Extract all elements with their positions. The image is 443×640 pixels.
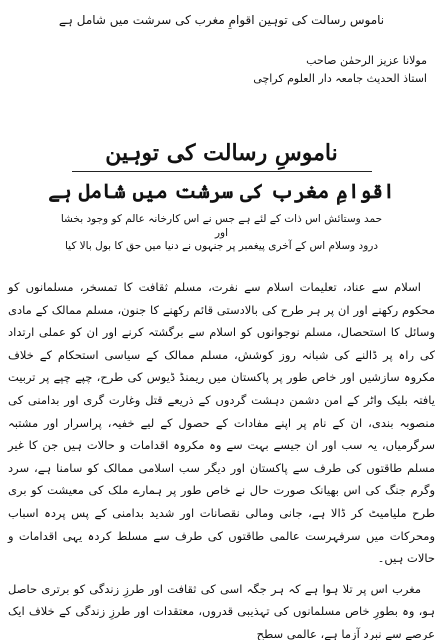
invocation-conjunction: اور	[214, 227, 229, 239]
title-divider	[72, 171, 372, 172]
article-title: ناموسِ رسالت کی توہین	[105, 140, 338, 166]
body-paragraph-1: اسلام سے عناد، تعلیمات اسلام سے نفرت، مسلم ثقافت کا تمسخر، مسلمانوں کو محکوم رکھنے اور ان پر ہر طرح کی بالادستی قائم رکھنے کا جنون، مسلم ممالک کے مادی وسائل کا استحصال، مسلم نوجوانوں کو اسلام سے برگشتہ کرنے اور ان کو عملی ارتداد کی راہ پر ڈالنے کی شبانہ روز کوشش، مسلم ممالک کے سیاسی استحکام کے خلاف مکروہ سازشیں اور خاص طور پر پاکستان میں ریمنڈ ڈیوس کی طرح، چپے چپے پر تربیت یافتہ بلیک واٹر کے امن دشمن دہشت گردوں کے ذریعے قتل وغارت گری اور بدامنی کی منصوبہ بندی، ان کے نام پر اپنے مفادات کے حصول کے لیے خفیہ، پراسرار اور مشتبہ سرگرمیاں، یہ سب اور ان جیسے بہت سے وہ مکروہ اقدامات و حالات ہیں جن کا غیر مسلم طاقتوں کی طرف سے پاکستان اور دیگر سب اسلامی ممالک کو سامنا ہے، سرد وگرم جنگ کی اس بھیانک صورت حال نے خاص طور پر ہمارے ملک کی معیشت کو بری طرح ملیامیٹ کر ڈالا ہے، جانی ومالی نقصانات اور شدید بدامنی کے پس پردہ اسباب ومحرکات میں سرفہرست عالمی طاقتوں کی طرف سے مسلط کردہ یہی اقدامات و حالات ہیں۔	[8, 280, 435, 566]
author-block	[8, 52, 435, 88]
author-name: مولانا عزیز الرحمٰن صاحب	[306, 54, 427, 67]
invocation-line-2: درود وسلام اس کے آخری پیغمبر پر جنہوں نے دنیا میں حق کا بول بالا کیا	[64, 240, 379, 252]
article-subtitle: اقوامِ مغرب کی سرشت میں شامل ہے	[48, 179, 395, 203]
body-paragraph-2: مغرب اس پر تلا ہوا ہے کہ ہر جگہ اسی کی ثقافت اور طرزِ زندگی کو برتری حاصل ہو، وہ بطورِ خاص مسلمانوں کی تہذیبی قدروں، معتقدات اور طرزِ زندگی کے خلاف ایک عرصے سے نبرد آزما ہے، عالمی سطح	[8, 581, 435, 640]
invocation-line-1: حمد وستائش اس ذات کے لئے ہے جس نے اس کارخانہ عالم کو وجود بخشا	[60, 213, 383, 225]
article-title-block	[8, 138, 435, 206]
author-position: استاذ الحدیث جامعہ دار العلوم کراچی	[253, 72, 427, 85]
article-body	[8, 276, 435, 640]
invocation-block	[8, 212, 435, 254]
running-header: ناموس رسالت کی توہین اقوامِ مغرب کی سرشت میں شامل ہے	[58, 13, 385, 27]
